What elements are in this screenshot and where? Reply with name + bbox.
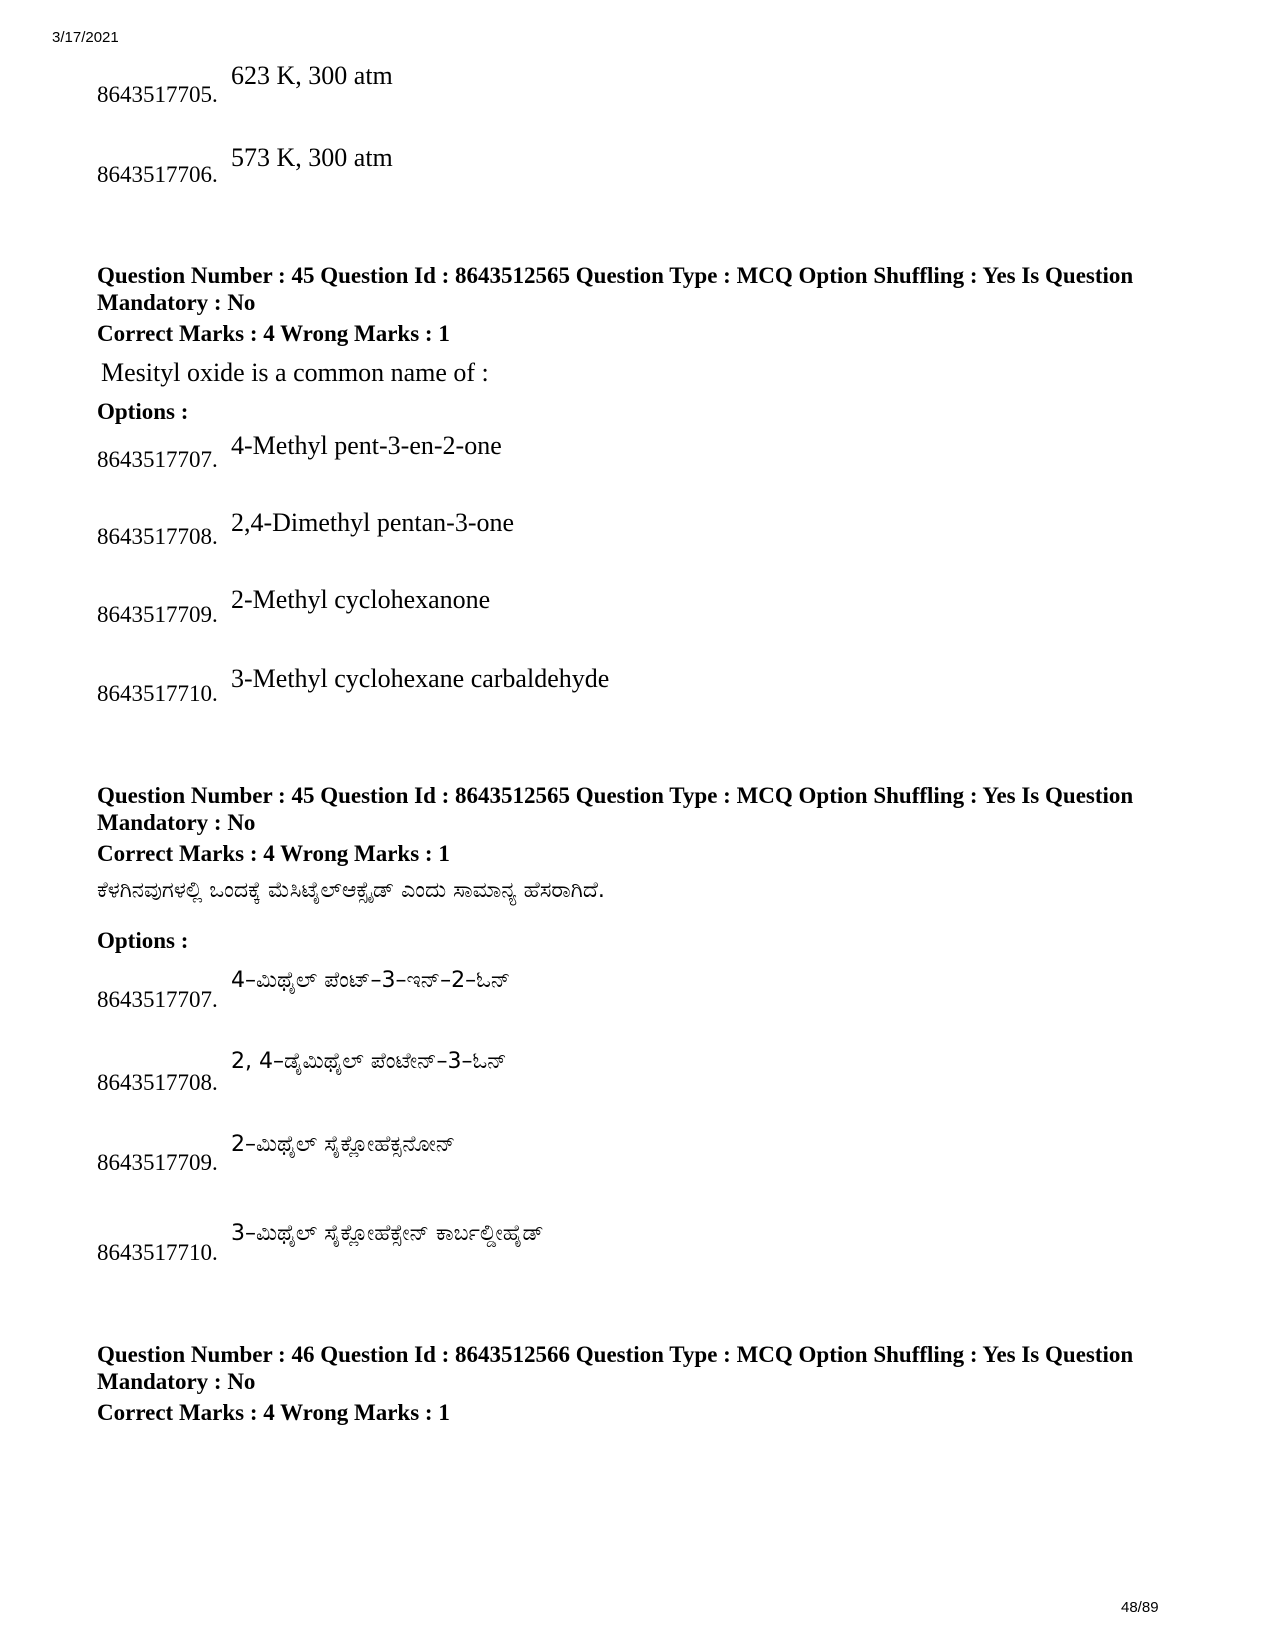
option-id: 8643517710. bbox=[97, 681, 218, 706]
options-label: Options : bbox=[97, 928, 189, 953]
option-text: 2, 4–ಡೈಮಿಥೈಲ್ ಪೆಂಟೇನ್–3–ಓನ್ bbox=[231, 1049, 507, 1074]
option-text: 3-Methyl cyclohexane carbaldehyde bbox=[231, 664, 610, 693]
question-header: Question Number : 45 Question Id : 8643512565 Question Type : MCQ Option Shuffling : Yes Is Question Mandatory : No bbox=[97, 783, 1134, 835]
option-text: 4-Methyl pent-3-en-2-one bbox=[231, 431, 502, 460]
question-marks: Correct Marks : 4 Wrong Marks : 1 bbox=[97, 321, 450, 346]
option-id: 8643517707. bbox=[97, 447, 218, 472]
option-text: 2–ಮಿಥೈಲ್ ಸೈಕ್ಲೋಹೆಕ್ಸನೋನ್ bbox=[231, 1132, 456, 1157]
option-id: 8643517707. bbox=[97, 987, 218, 1012]
option-id: 8643517708. bbox=[97, 1070, 218, 1095]
option-text: 2,4-Dimethyl pentan-3-one bbox=[231, 508, 515, 537]
question-text: Mesityl oxide is a common name of : bbox=[101, 358, 489, 387]
option-text: 623 K, 300 atm bbox=[231, 61, 393, 90]
options-label: Options : bbox=[97, 399, 189, 424]
page-number: 48/89 bbox=[1121, 1599, 1159, 1616]
option-text: 4–ಮಿಥೈಲ್ ಪೆಂಟ್–3–ಇನ್–2–ಓನ್ bbox=[231, 968, 511, 993]
option-text: 3–ಮಿಥೈಲ್ ಸೈಕ್ಲೋಹೆಕ್ಸೇನ್ ಕಾರ್ಬಲ್ಡೀಹೈಡ್ bbox=[231, 1221, 544, 1246]
question-header: Question Number : 45 Question Id : 8643512565 Question Type : MCQ Option Shuffling : Yes Is Question Mandatory : No bbox=[97, 263, 1134, 315]
option-id: 8643517706. bbox=[97, 162, 218, 187]
question-header: Question Number : 46 Question Id : 8643512566 Question Type : MCQ Option Shuffling : Yes Is Question Mandatory : No bbox=[97, 1342, 1134, 1394]
question-text: ಕೆಳಗಿನವುಗಳಲ್ಲಿ ಒಂದಕ್ಕೆ ಮೆಸಿಟೈಲ್‌ಆಕ್ಸೈಡ್ ಎಂದು ಸಾಮಾನ್ಯ ಹೆಸರಾಗಿದೆ. bbox=[97, 878, 605, 903]
question-marks: Correct Marks : 4 Wrong Marks : 1 bbox=[97, 841, 450, 866]
option-id: 8643517708. bbox=[97, 524, 218, 549]
print-date: 3/17/2021 bbox=[52, 29, 119, 46]
option-id: 8643517705. bbox=[97, 82, 218, 107]
option-id: 8643517709. bbox=[97, 1150, 218, 1175]
option-text: 2-Methyl cyclohexanone bbox=[231, 585, 491, 614]
option-text: 573 K, 300 atm bbox=[231, 143, 393, 172]
option-id: 8643517709. bbox=[97, 602, 218, 627]
question-marks: Correct Marks : 4 Wrong Marks : 1 bbox=[97, 1400, 450, 1425]
option-id: 8643517710. bbox=[97, 1240, 218, 1265]
